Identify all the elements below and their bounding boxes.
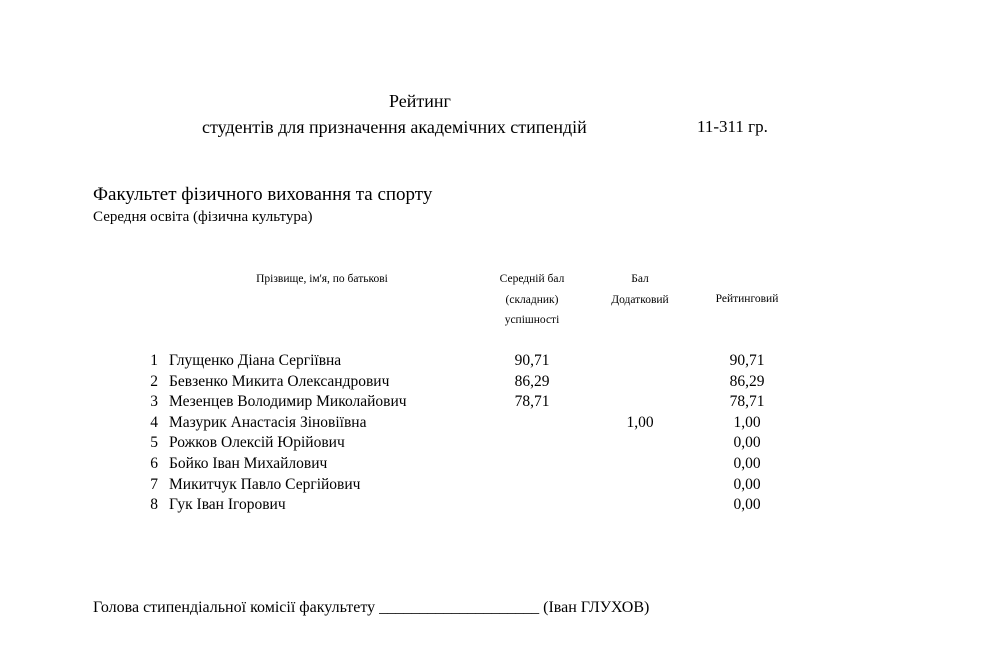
header-avg-line-1: Середній бал (499, 273, 565, 285)
header-avg (482, 269, 582, 331)
table-row (0, 455, 984, 475)
row-number: 8 (150, 496, 158, 514)
rating-score: 0,00 (733, 455, 761, 472)
table-row (0, 476, 984, 496)
header-name: Прізвище, ім'я, по батькові (256, 273, 388, 285)
document-title: Рейтинг (389, 91, 451, 111)
table-row (0, 496, 984, 516)
row-number: 3 (150, 393, 158, 411)
program-name: Середня освіта (фізична культура) (93, 209, 313, 225)
student-name: Бойко Іван Михайлович (169, 455, 328, 472)
student-name: Микитчук Павло Сергійович (169, 475, 361, 493)
table-row (0, 414, 984, 434)
header-bonus-line-2: Додатковий (611, 293, 669, 306)
student-name: Глущенко Діана Сергіївна (169, 352, 342, 369)
average-score: 86,29 (514, 372, 550, 390)
signature-block (93, 599, 649, 617)
rating-score: 0,00 (733, 475, 761, 493)
row-number: 2 (150, 372, 158, 390)
table-row (0, 373, 984, 393)
header-avg-line-2: (складник) (505, 293, 559, 306)
signature-line: ____________________ (379, 599, 540, 616)
signatory-name: (Іван ГЛУХОВ) (543, 599, 650, 616)
table-row (0, 352, 984, 372)
table-row (0, 393, 984, 413)
row-number: 4 (150, 413, 158, 431)
table-row (0, 434, 984, 454)
student-name: Рожков Олексій Юрійович (169, 434, 345, 452)
document-subtitle: студентів для призначення академічних стипендій (202, 117, 587, 137)
average-score: 90,71 (514, 352, 550, 369)
header-bonus-line-1: Бал (631, 273, 649, 285)
faculty-name: Факультет фізичного виховання та спорту (93, 184, 433, 205)
rating-score: 0,00 (733, 496, 761, 514)
student-name: Бевзенко Микита Олександрович (169, 372, 390, 390)
group-label: 11-311 гр. (697, 117, 768, 136)
header-avg-line-3: успішності (504, 314, 560, 326)
row-number: 6 (150, 455, 158, 472)
student-name: Мезенцев Володимир Миколайович (169, 393, 407, 411)
bonus-score: 1,00 (626, 413, 654, 431)
row-number: 7 (150, 475, 158, 493)
rating-score: 1,00 (733, 413, 761, 431)
rating-score: 78,71 (729, 393, 765, 411)
signature-label: Голова стипендіальної комісії факультету (93, 599, 376, 616)
header-rating: Рейтинговий (715, 293, 779, 305)
header-bonus (590, 269, 690, 310)
rating-score: 90,71 (729, 352, 765, 369)
average-score: 78,71 (514, 393, 550, 411)
student-name: Гук Іван Ігорович (169, 496, 286, 514)
rating-score: 0,00 (733, 434, 761, 452)
student-name: Мазурик Анастасія Зіновіївна (169, 413, 367, 431)
rating-score: 86,29 (729, 372, 765, 390)
row-number: 1 (150, 352, 158, 369)
row-number: 5 (150, 434, 158, 452)
